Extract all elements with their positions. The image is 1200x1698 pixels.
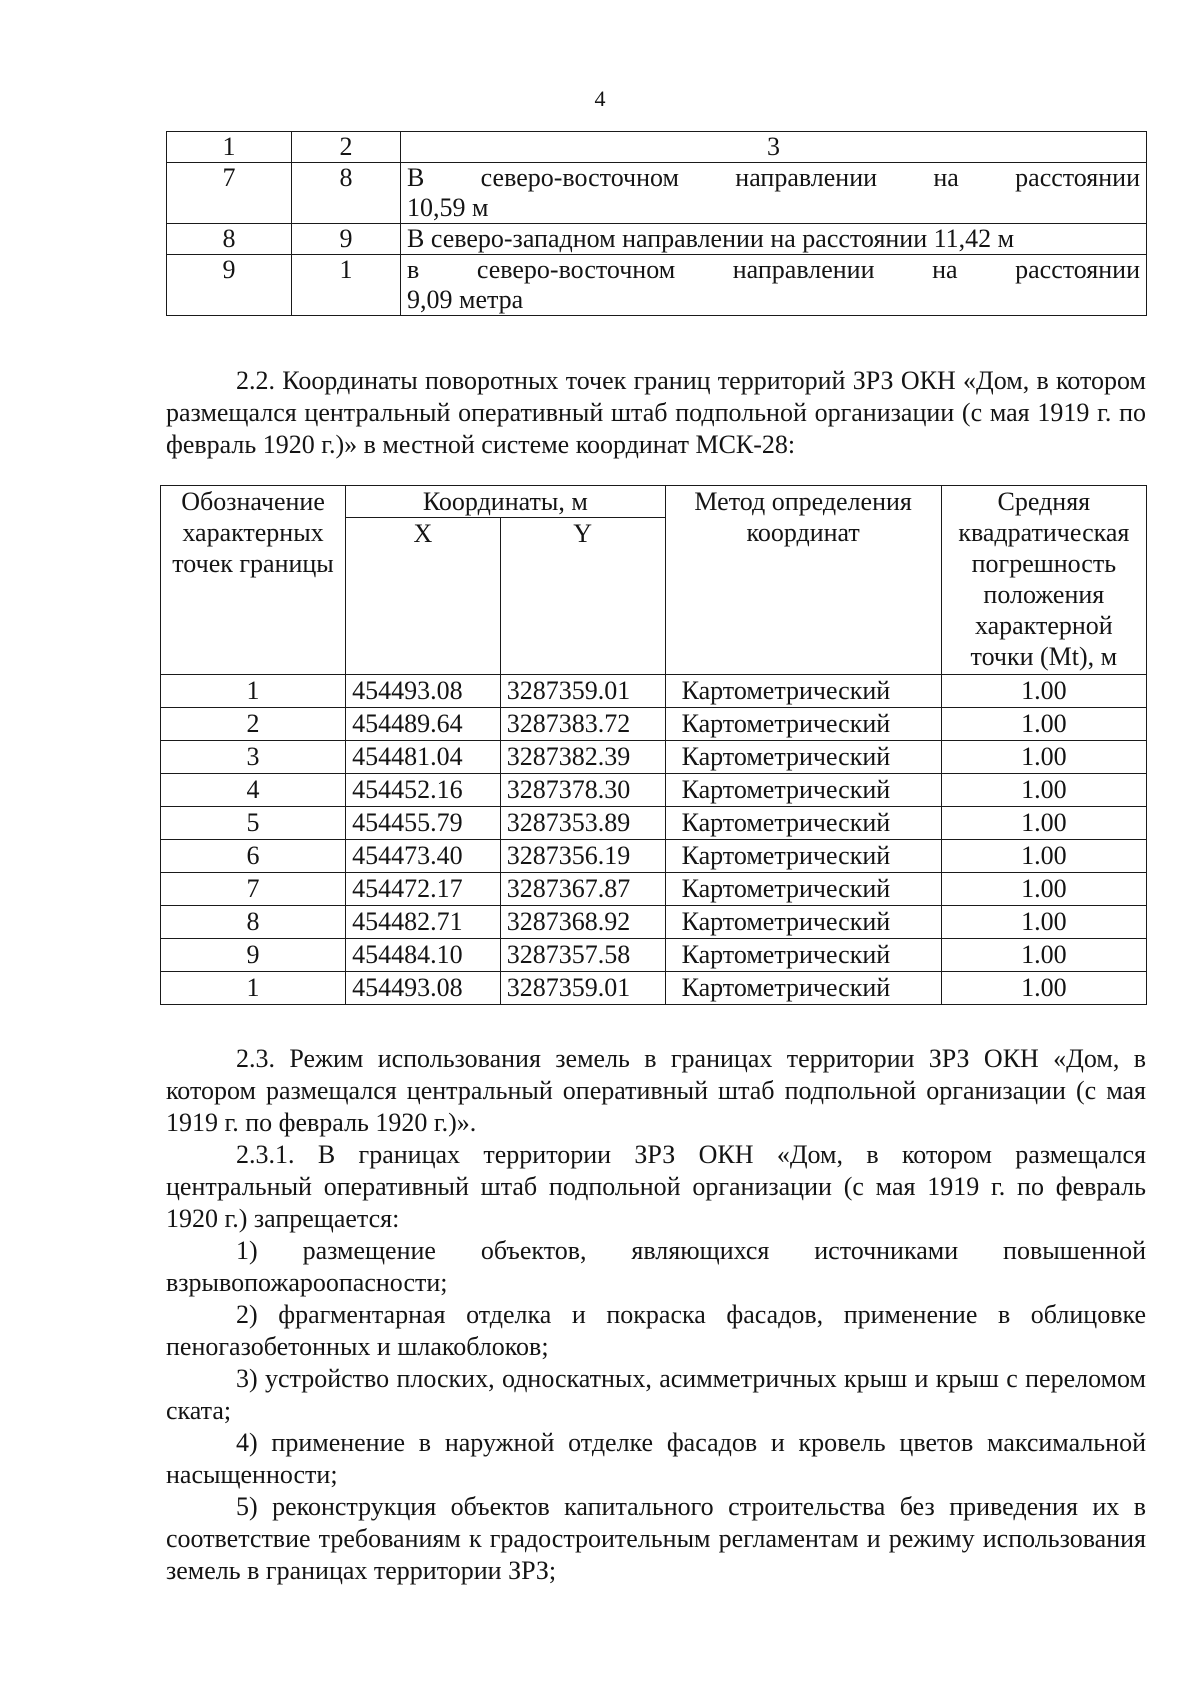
method-cell: Картометрический [665, 675, 941, 708]
table-row [161, 840, 1147, 873]
error-cell: 1.00 [941, 675, 1146, 708]
table-row [167, 224, 1147, 255]
point-cell: 8 [161, 906, 346, 939]
list-item-4: 4) применение в наружной отделке фасадов и кровель цветов максимальной насыщенности; [166, 1428, 1146, 1489]
to-point-cell: 9 [292, 224, 401, 255]
error-cell: 1.00 [941, 741, 1146, 774]
method-cell: Картометрический [665, 873, 941, 906]
y-cell: 3287353.89 [500, 807, 665, 840]
x-cell: 454473.40 [346, 840, 501, 873]
coordinates-body [161, 675, 1147, 1005]
y-cell: 3287368.92 [500, 906, 665, 939]
header-x: X [346, 518, 501, 675]
from-point-cell: 8 [167, 224, 292, 255]
method-cell: Картометрический [665, 708, 941, 741]
error-cell: 1.00 [941, 807, 1146, 840]
description-line: В северо-восточном направлении на расстоянии [407, 163, 1140, 192]
to-point-cell: 8 [292, 163, 401, 224]
header-coords: Координаты, м [346, 486, 666, 518]
from-point-cell: 7 [167, 163, 292, 224]
method-cell: Картометрический [665, 807, 941, 840]
table-row [161, 906, 1147, 939]
error-cell: 1.00 [941, 873, 1146, 906]
description-line: 9,09 метра [407, 285, 524, 314]
x-cell: 454452.16 [346, 774, 501, 807]
y-cell: 3287359.01 [500, 675, 665, 708]
y-cell: 3287378.30 [500, 774, 665, 807]
table-row [161, 675, 1147, 708]
table-row [167, 255, 1147, 316]
table-header-row [167, 132, 1147, 163]
y-cell: 3287357.58 [500, 939, 665, 972]
header-points: Обозначение характерных точек границы [161, 486, 346, 675]
list-item-1: 1) размещение объектов, являющихся источниками повышенной взрывопожароопасности; [166, 1236, 1146, 1297]
description-cell [401, 255, 1147, 316]
point-cell: 6 [161, 840, 346, 873]
point-cell: 5 [161, 807, 346, 840]
x-cell: 454472.17 [346, 873, 501, 906]
x-cell: 454493.08 [346, 675, 501, 708]
y-cell: 3287359.01 [500, 972, 665, 1005]
y-cell: 3287383.72 [500, 708, 665, 741]
page-number: 4 [594, 86, 606, 111]
description-cell: В северо-западном направлении на расстоянии 11,42 м [401, 224, 1147, 255]
header-method: Метод определения координат [665, 486, 941, 675]
error-cell: 1.00 [941, 774, 1146, 807]
method-cell: Картометрический [665, 774, 941, 807]
table-row [161, 939, 1147, 972]
table-row [161, 807, 1147, 840]
description-cell [401, 163, 1147, 224]
error-cell: 1.00 [941, 906, 1146, 939]
table-row [161, 873, 1147, 906]
coordinates-table [160, 485, 1147, 1005]
header-error: Средняя квадратическая погрешность положения характерной точки (Mt), м [941, 486, 1146, 675]
section-2-3-1-paragraph: 2.3.1. В границах территории ЗРЗ ОКН «Дом, в котором размещался центральный оперативный штаб подпольной организации (с мая 1919 г. по февраль 1920 г.) запрещается: [166, 1140, 1146, 1233]
description-line: 10,59 м [407, 193, 489, 222]
header-cell: 2 [292, 132, 401, 163]
description-line: в северо-восточном направлении на расстоянии [407, 255, 1140, 284]
table-header-row [161, 486, 1147, 518]
point-cell: 2 [161, 708, 346, 741]
method-cell: Картометрический [665, 939, 941, 972]
table-row [161, 972, 1147, 1005]
x-cell: 454489.64 [346, 708, 501, 741]
point-cell: 3 [161, 741, 346, 774]
x-cell: 454455.79 [346, 807, 501, 840]
header-cell: 1 [167, 132, 292, 163]
point-cell: 1 [161, 675, 346, 708]
x-cell: 454484.10 [346, 939, 501, 972]
from-point-cell: 9 [167, 255, 292, 316]
point-cell: 1 [161, 972, 346, 1005]
y-cell: 3287382.39 [500, 741, 665, 774]
table-row [161, 774, 1147, 807]
list-item-3: 3) устройство плоских, односкатных, асимметричных крыш и крыш с переломом ската; [166, 1364, 1146, 1425]
method-cell: Картометрический [665, 840, 941, 873]
x-cell: 454481.04 [346, 741, 501, 774]
method-cell: Картометрический [665, 741, 941, 774]
x-cell: 454493.08 [346, 972, 501, 1005]
method-cell: Картометрический [665, 972, 941, 1005]
method-cell: Картометрический [665, 906, 941, 939]
error-cell: 1.00 [941, 708, 1146, 741]
header-y: Y [500, 518, 665, 675]
error-cell: 1.00 [941, 840, 1146, 873]
error-cell: 1.00 [941, 972, 1146, 1005]
boundary-description-table [166, 131, 1147, 316]
table-row [161, 708, 1147, 741]
table-row [167, 163, 1147, 224]
point-cell: 7 [161, 873, 346, 906]
list-item-5: 5) реконструкция объектов капитального строительства без приведения их в соответствие требованиям к градостроительным регламентам и режиму использования земель в границах территории ЗРЗ; [166, 1492, 1146, 1585]
to-point-cell: 1 [292, 255, 401, 316]
point-cell: 4 [161, 774, 346, 807]
list-item-2: 2) фрагментарная отделка и покраска фасадов, применение в облицовке пеногазобетонных и шлакоблоков; [166, 1300, 1146, 1361]
header-cell: 3 [401, 132, 1147, 163]
section-2-3-paragraph: 2.3. Режим использования земель в границах территории ЗРЗ ОКН «Дом, в котором размещался центральный оперативный штаб подпольной организации (с мая 1919 г. по февраль 1920 г.)». [166, 1044, 1146, 1137]
error-cell: 1.00 [941, 939, 1146, 972]
point-cell: 9 [161, 939, 346, 972]
section-2-2-paragraph: 2.2. Координаты поворотных точек границ территорий ЗРЗ ОКН «Дом, в котором размещался центральный оперативный штаб подпольной организации (с мая 1919 г. по февраль 1920 г.)» в местной системе координат МСК-28: [166, 366, 1146, 459]
table-row [161, 741, 1147, 774]
x-cell: 454482.71 [346, 906, 501, 939]
y-cell: 3287367.87 [500, 873, 665, 906]
y-cell: 3287356.19 [500, 840, 665, 873]
